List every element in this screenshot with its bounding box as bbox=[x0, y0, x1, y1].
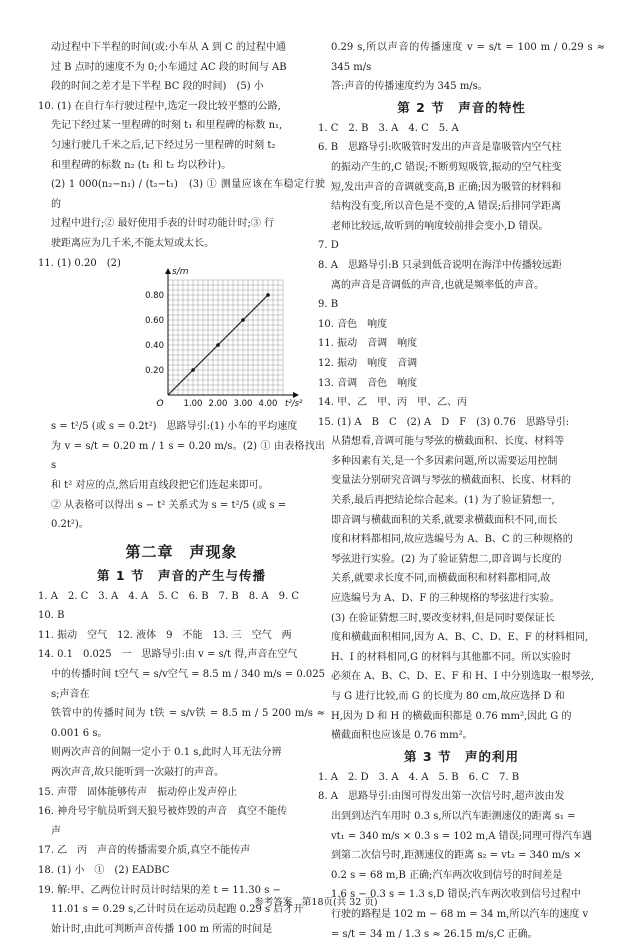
answer-11: 11. 振动 音调 响度 bbox=[318, 338, 418, 350]
text-line: 关系,最后再把结论综合起来。(1) 为了验证猜想一, bbox=[331, 495, 555, 507]
s-t2-chart bbox=[38, 267, 325, 411]
answer-line: 1. A 2. C 3. A 4. A 5. C 6. B 7. B 8. A 9. C bbox=[38, 590, 300, 602]
answer-12: 12. 振动 响度 音调 bbox=[318, 357, 418, 369]
text-line: 过 B 点时的速度不为 0;小车通过 AC 段的时间与 AB bbox=[51, 61, 287, 73]
answer-6: 6. B 思路导引:吹吸管时发出的声音是靠吸管内空气柱 bbox=[318, 142, 562, 154]
text-line: 短,发出声音的音调就变高,B 正确;因为吸管的材料和 bbox=[331, 181, 562, 193]
x-tick-label: 1.00 bbox=[183, 399, 203, 410]
text-line: 出到到达汽车用时 0.3 s,所以汽车距测速仪的距离 s₁ = bbox=[331, 810, 576, 822]
x-tick-label: 2.00 bbox=[208, 399, 228, 410]
text-line: = s/t = 34 m / 1.3 s ≈ 26.15 m/s,C 正确。 bbox=[331, 928, 538, 940]
x-axis-label: t²/s² bbox=[285, 399, 303, 410]
answer-14: 14. 0.1 0.025 一 思路导引:由 v = s/t 得,声音在空气 bbox=[38, 649, 298, 661]
data-point bbox=[241, 318, 245, 322]
section-title: 第 2 节 声音的特性 bbox=[397, 99, 526, 115]
answer-15: 15. (1) A B C (2) A D F (3) 0.76 思路导引: bbox=[318, 416, 570, 428]
text-line: H、I 的材料相同,G 的材料与其他都不同。所以实验时 bbox=[331, 651, 572, 663]
text-line: 1.6 s − 0.3 s = 1.3 s,D 错误;汽车两次收到信号过程中 bbox=[331, 889, 581, 901]
x-tick-label: 3.00 bbox=[233, 399, 253, 410]
text-line: 从猜想看,音调可能与琴弦的横截面积、长度、材料等 bbox=[331, 436, 565, 448]
s-t2-graph bbox=[38, 267, 325, 411]
text-line: 应选编号为 A、D、F 的三种规格的琴弦进行实验。 bbox=[331, 593, 560, 605]
text-line: 到第二次信号时,距测速仪的距离 s₂ = vt₂ = 340 m/s × bbox=[331, 850, 582, 862]
answer-line: 11. 振动 空气 12. 液体 9 不能 13. 三 空气 两 bbox=[38, 629, 292, 641]
data-point bbox=[216, 343, 220, 347]
text-line: 必须在 A、B、C、D、E、F 和 H、I 中分别选取一根琴弦, bbox=[331, 671, 595, 683]
text-line: 始计时,由此可判断声音传播 100 m 所需的时间是 bbox=[51, 923, 273, 935]
text-line: 先记下经过某一里程碑的时刻 t₁ 和里程碑的标数 n₁, bbox=[51, 120, 283, 132]
text-line: 驶距离应为几千米,不能太短或太长。 bbox=[51, 237, 215, 249]
text-line: 11.01 s = 0.29 s,乙计时员在运动员起跑 0.29 s 后才开 bbox=[51, 904, 304, 916]
answer-line: 1. C 2. B 3. A 4. C 5. A bbox=[318, 122, 459, 134]
y-tick-label: 0.80 bbox=[145, 291, 164, 302]
answer-14: 14. 甲、乙 甲、丙 甲、乙、丙 bbox=[318, 397, 468, 409]
text-line: 0.2 s = 68 m,B 正确;汽车两次收到信号的时间差是 bbox=[331, 869, 563, 881]
text-line: 动过程中下半程的时间(或:小车从 A 到 C 的过程中通 bbox=[51, 42, 286, 53]
origin-label: O bbox=[156, 399, 164, 410]
answer-10: 10. (1) 在自行车行驶过程中,选定一段比较平整的公路, bbox=[38, 100, 281, 112]
x-tick-label: 4.00 bbox=[258, 399, 278, 410]
text-line: ② 从表格可以得出 s − t² 关系式为 s = t²/5 (或 s = bbox=[51, 499, 287, 511]
text-line: 即音调与横截面积的关系,就要求横截面积不同,而长 bbox=[331, 514, 558, 526]
text-line: 答:声音的传播速度约为 345 m/s。 bbox=[331, 81, 488, 93]
text-line: 为 v = s/t = 0.20 m / 1 s = 0.20 m/s。(2) ① 由表格找出 s bbox=[51, 440, 325, 472]
section-title: 第 3 节 声的利用 bbox=[404, 748, 519, 764]
text-line: 变量法分别研究音调与琴弦的横截面积、长度、材料的 bbox=[331, 475, 571, 487]
text-line: 0.2t²)。 bbox=[51, 519, 89, 531]
text-line: (3) 在验证猜想三时,要改变材料,但是同时要保证长 bbox=[331, 612, 555, 624]
text-line: 横截面积也应该是 0.76 mm²。 bbox=[331, 730, 473, 742]
text-line: 离的声音是音调低的声音,也就是频率低的声音。 bbox=[331, 279, 545, 291]
answer-line: 10. B bbox=[38, 610, 65, 622]
text-line: 声 bbox=[51, 825, 61, 837]
text-line: 的振动产生的,C 错误;不断剪短吸管,振动的空气柱变 bbox=[331, 161, 562, 173]
answer-9: 9. B bbox=[318, 299, 339, 311]
answer-8: 8. A 思路导引:由图可得发出第一次信号时,超声波由发 bbox=[318, 791, 565, 803]
text-line: 匀速行驶几千米之后,记下经过另一里程碑的时刻 t₂ bbox=[51, 139, 276, 151]
text-line: 老师比较远,故听到的响度较前排会变小,D 错误。 bbox=[331, 220, 549, 232]
text-line: s = t²/5 (或 s = 0.2t²) 思路导引:(1) 小车的平均速度 bbox=[51, 421, 298, 433]
chapter-title: 第二章 声现象 bbox=[125, 542, 238, 561]
text-line: 0.29 s,所以声音的传播速度 v = s/t = 100 m / 0.29 s ≈ 345 m/s bbox=[331, 42, 605, 73]
data-point bbox=[266, 293, 270, 297]
answer-13: 13. 音调 音色 响度 bbox=[318, 377, 418, 389]
text-line: 结构没有变,所以音色是不变的,A 错误;后排同学距离 bbox=[331, 201, 562, 213]
text-line: 行驶的路程是 102 m − 68 m = 34 m,所以汽车的速度 v bbox=[331, 908, 589, 920]
y-tick-label: 0.40 bbox=[145, 341, 164, 352]
text-line: 中的传播时间 t空气 = s/v空气 = 8.5 m / 340 m/s = 0.025 s;声音在 bbox=[51, 669, 325, 700]
text-line: (2) 1 000(n₂−n₁) / (t₂−t₁) (3) ① 测量应该在车稳定行驶的 bbox=[51, 179, 325, 210]
page-footer: 参考答案 第18页(共 32 页) bbox=[254, 897, 378, 908]
answer-16: 16. 神舟号宇航员听到天狼号被炸毁的声音 真空不能传 bbox=[38, 806, 288, 818]
text-line: vt₁ = 340 m/s × 0.3 s = 102 m,A 错误;同理可得汽车遇 bbox=[331, 830, 593, 842]
text-line: 度和材料都相同,故应选编号为 A、B、C 的三种规格的 bbox=[331, 534, 573, 546]
x-axis-arrow bbox=[293, 392, 299, 398]
y-tick-label: 0.60 bbox=[145, 316, 164, 327]
answer-18: 18. (1) 小 ① (2) EADBC bbox=[38, 865, 170, 876]
text-line: 关系,就要求长度不同,而横截面积和材料都相同,故 bbox=[331, 573, 551, 585]
answer-15: 15. 声带 固体能够传声 振动停止发声停止 bbox=[38, 786, 238, 798]
answer-8: 8. A 思路导引:B 只录到低音说明在海洋中传播较远距 bbox=[318, 259, 562, 271]
text-line: 则两次声音的间隔一定小于 0.1 s,此时人耳无法分辨 bbox=[51, 747, 282, 759]
answer-line: 1. A 2. D 3. A 4. A 5. B 6. C 7. B bbox=[318, 771, 520, 783]
y-axis-label: s/m bbox=[172, 267, 189, 278]
text-line: 和里程碑的标数 n₂ (t₁ 和 t₂ 均以秒计)。 bbox=[51, 159, 232, 171]
answer-19: 19. 解:甲、乙两位计时员计时结果的差 t = 11.30 s − bbox=[38, 884, 281, 896]
right-column bbox=[318, 38, 605, 944]
text-line: H,因为 D 和 H 的横截面积都是 0.76 mm²,因此 G 的 bbox=[331, 710, 572, 722]
text-line: 与 G 进行比较,而 G 的长度为 80 cm,故应选择 D 和 bbox=[331, 691, 565, 702]
answer-17: 17. 乙 丙 声音的传播需要介质,真空不能传声 bbox=[38, 845, 251, 857]
text-line: 铁管中的传播时间为 t铁 = s/v铁 = 8.5 m / 5 200 m/s ≈ 0.001 6 s。 bbox=[51, 708, 325, 739]
section-title: 第 1 节 声音的产生与传播 bbox=[97, 567, 266, 583]
answer-10: 10. 音色 响度 bbox=[318, 318, 388, 330]
text-line: 度和横截面积相同,因为 A、B、C、D、E、F 的材料相同, bbox=[331, 632, 589, 644]
text-line: 琴弦进行实验。(2) 为了验证猜想二,即音调与长度的 bbox=[331, 553, 562, 565]
left-column bbox=[38, 38, 325, 939]
text-line: 和 t² 对应的点,然后用直线段把它们连起来即可。 bbox=[51, 479, 269, 491]
text-line: 多种因素有关,是一个多因素问题,所以需要运用控制 bbox=[331, 455, 558, 467]
y-tick-label: 0.20 bbox=[145, 366, 164, 377]
text-line: 过程中进行;② 最好使用手表的计时功能计时;③ 行 bbox=[51, 218, 275, 230]
answer-11: 11. (1) 0.20 (2) bbox=[38, 257, 121, 269]
answer-7: 7. D bbox=[318, 240, 339, 252]
data-point bbox=[191, 368, 195, 372]
text-line: 两次声音,故只能听到一次敲打的声音。 bbox=[51, 767, 225, 779]
text-line: 段的时间之差才是下半程 BC 段的时间) (5) 小 bbox=[51, 81, 264, 93]
